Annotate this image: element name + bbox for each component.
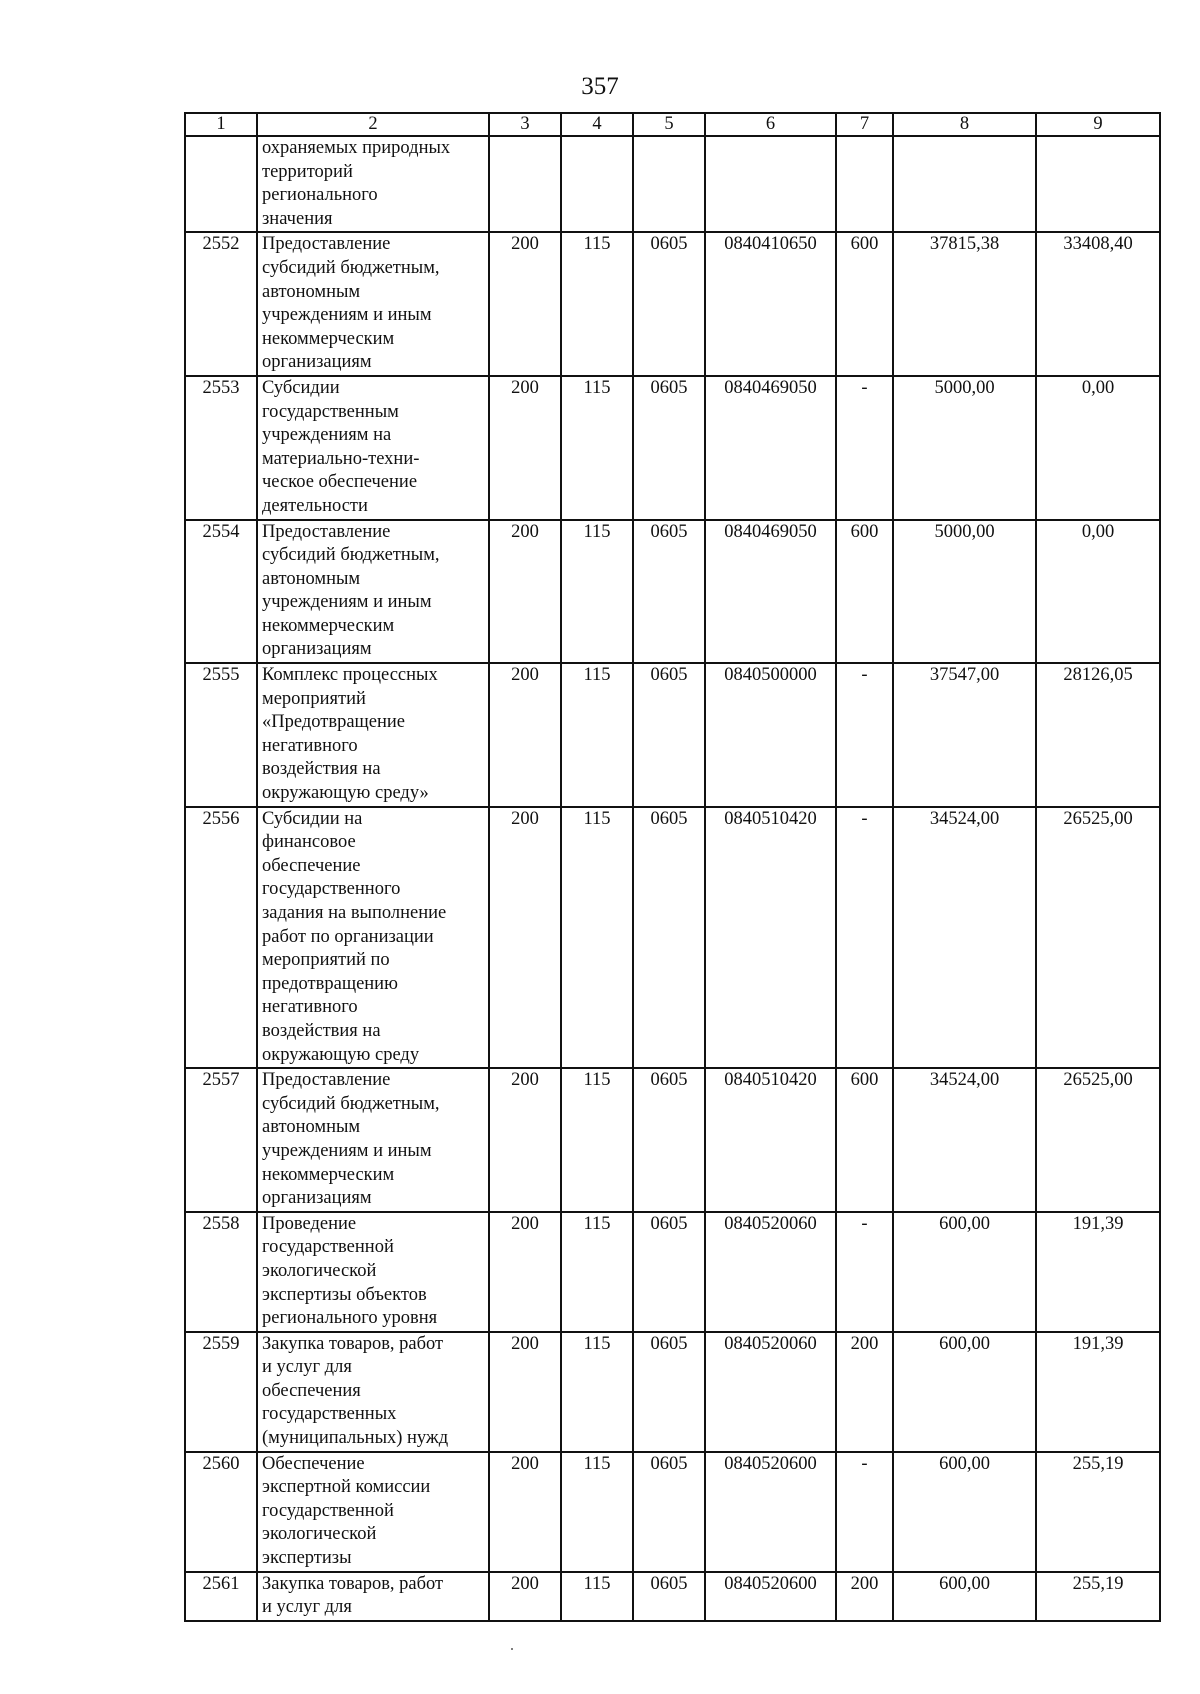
page-number: 357 [581, 73, 619, 100]
cell-col8: 5000,00 [893, 520, 1036, 664]
table-row [185, 1212, 1160, 1332]
row-name: Субсидии на финансовое обеспечение государственного задания на выполнение работ по организации мероприятий по предотвращению негативного воздействия на окружающую среду [257, 807, 489, 1069]
table-row [185, 1332, 1160, 1452]
cell-col9: 191,39 [1036, 1332, 1160, 1452]
row-name: Субсидии государственным учреждениям на материально-техни- ческое обеспечение деятельности [257, 376, 489, 520]
cell-col8: 5000,00 [893, 376, 1036, 520]
cell-col9: 33408,40 [1036, 232, 1160, 376]
cell-col4: 115 [561, 1332, 633, 1452]
cell-col7: 200 [836, 1332, 893, 1452]
cell-col6: 0840520060 [705, 1332, 836, 1452]
cell-col4: 115 [561, 1212, 633, 1332]
row-number: 2558 [185, 1212, 257, 1332]
row-name: Предоставление субсидий бюджетным, автономным учреждениям и иным некоммерческим организациям [257, 520, 489, 664]
row-name: Закупка товаров, работ и услуг для обеспечения государственных (муниципальных) нужд [257, 1332, 489, 1452]
cell-col7: 600 [836, 1068, 893, 1212]
cell-col3: 200 [489, 1332, 561, 1452]
cell-col3: 200 [489, 1212, 561, 1332]
row-name: Предоставление субсидий бюджетным, автономным учреждениям и иным некоммерческим организациям [257, 1068, 489, 1212]
cell-col7: - [836, 807, 893, 1069]
cell-col3: 200 [489, 376, 561, 520]
cell-col9: 28126,05 [1036, 663, 1160, 807]
cell-col3: 200 [489, 663, 561, 807]
column-header: 5 [633, 113, 705, 136]
row-number: 2552 [185, 232, 257, 376]
table-row [185, 136, 1160, 232]
table-row [185, 663, 1160, 807]
cell-col5: 0605 [633, 1452, 705, 1572]
cell-col5: 0605 [633, 232, 705, 376]
cell-col8: 600,00 [893, 1332, 1036, 1452]
cell-col6: 0840510420 [705, 807, 836, 1069]
cell-col8: 37547,00 [893, 663, 1036, 807]
cell-col6: 0840469050 [705, 376, 836, 520]
column-header: 4 [561, 113, 633, 136]
row-number: 2553 [185, 376, 257, 520]
column-header: 6 [705, 113, 836, 136]
row-number [185, 136, 257, 232]
cell-col5: 0605 [633, 807, 705, 1069]
cell-col9: 26525,00 [1036, 1068, 1160, 1212]
cell-col6: 0840520060 [705, 1212, 836, 1332]
cell-col8: 600,00 [893, 1452, 1036, 1572]
cell-col8: 600,00 [893, 1212, 1036, 1332]
column-header: 1 [185, 113, 257, 136]
row-name: охраняемых природных территорий регионального значения [257, 136, 489, 232]
cell-col4: 115 [561, 376, 633, 520]
table-row [185, 232, 1160, 376]
cell-col9: 0,00 [1036, 520, 1160, 664]
cell-col5: 0605 [633, 520, 705, 664]
cell-col4: 115 [561, 520, 633, 664]
cell-col4: 115 [561, 1572, 633, 1621]
cell-col9: 26525,00 [1036, 807, 1160, 1069]
table-row [185, 376, 1160, 520]
cell-col9: 255,19 [1036, 1452, 1160, 1572]
cell-col4: 115 [561, 1452, 633, 1572]
scan-speck [511, 1648, 513, 1650]
cell-col8: 34524,00 [893, 807, 1036, 1069]
cell-col8: 37815,38 [893, 232, 1036, 376]
cell-col3 [489, 136, 561, 232]
table-row [185, 1452, 1160, 1572]
cell-col7 [836, 136, 893, 232]
cell-col9: 191,39 [1036, 1212, 1160, 1332]
table-row [185, 807, 1160, 1069]
cell-col4: 115 [561, 807, 633, 1069]
cell-col7: - [836, 1212, 893, 1332]
cell-col5: 0605 [633, 1212, 705, 1332]
cell-col7: - [836, 376, 893, 520]
column-header: 7 [836, 113, 893, 136]
cell-col5: 0605 [633, 1572, 705, 1621]
cell-col6: 0840410650 [705, 232, 836, 376]
row-number: 2557 [185, 1068, 257, 1212]
cell-col5: 0605 [633, 663, 705, 807]
cell-col7: 600 [836, 232, 893, 376]
table-row [185, 1068, 1160, 1212]
cell-col6: 0840520600 [705, 1572, 836, 1621]
row-number: 2554 [185, 520, 257, 664]
cell-col3: 200 [489, 1572, 561, 1621]
row-number: 2556 [185, 807, 257, 1069]
cell-col3: 200 [489, 232, 561, 376]
row-number: 2561 [185, 1572, 257, 1621]
row-number: 2560 [185, 1452, 257, 1572]
cell-col6: 0840469050 [705, 520, 836, 664]
cell-col9: 0,00 [1036, 376, 1160, 520]
cell-col8: 600,00 [893, 1572, 1036, 1621]
cell-col6: 0840520600 [705, 1452, 836, 1572]
row-number: 2555 [185, 663, 257, 807]
cell-col7: 200 [836, 1572, 893, 1621]
cell-col4: 115 [561, 663, 633, 807]
cell-col6: 0840510420 [705, 1068, 836, 1212]
cell-col5 [633, 136, 705, 232]
row-name: Комплекс процессных мероприятий «Предотвращение негативного воздействия на окружающую среду» [257, 663, 489, 807]
row-name: Проведение государственной экологической экспертизы объектов регионального уровня [257, 1212, 489, 1332]
cell-col3: 200 [489, 807, 561, 1069]
cell-col6 [705, 136, 836, 232]
row-number: 2559 [185, 1332, 257, 1452]
cell-col7: 600 [836, 520, 893, 664]
row-name: Закупка товаров, работ и услуг для [257, 1572, 489, 1621]
cell-col3: 200 [489, 520, 561, 664]
cell-col9: 255,19 [1036, 1572, 1160, 1621]
column-header: 2 [257, 113, 489, 136]
column-header: 8 [893, 113, 1036, 136]
cell-col8 [893, 136, 1036, 232]
row-name: Предоставление субсидий бюджетным, автономным учреждениям и иным некоммерческим организациям [257, 232, 489, 376]
row-name: Обеспечение экспертной комиссии государственной экологической экспертизы [257, 1452, 489, 1572]
cell-col7: - [836, 663, 893, 807]
cell-col8: 34524,00 [893, 1068, 1036, 1212]
cell-col9 [1036, 136, 1160, 232]
column-header: 3 [489, 113, 561, 136]
cell-col5: 0605 [633, 376, 705, 520]
cell-col5: 0605 [633, 1068, 705, 1212]
cell-col7: - [836, 1452, 893, 1572]
cell-col3: 200 [489, 1068, 561, 1212]
cell-col5: 0605 [633, 1332, 705, 1452]
cell-col6: 0840500000 [705, 663, 836, 807]
column-header: 9 [1036, 113, 1160, 136]
table-row [185, 1572, 1160, 1621]
table-row [185, 520, 1160, 664]
cell-col3: 200 [489, 1452, 561, 1572]
budget-table [184, 112, 1161, 1622]
column-number-row [185, 113, 1160, 136]
cell-col4: 115 [561, 232, 633, 376]
cell-col4: 115 [561, 1068, 633, 1212]
cell-col4 [561, 136, 633, 232]
